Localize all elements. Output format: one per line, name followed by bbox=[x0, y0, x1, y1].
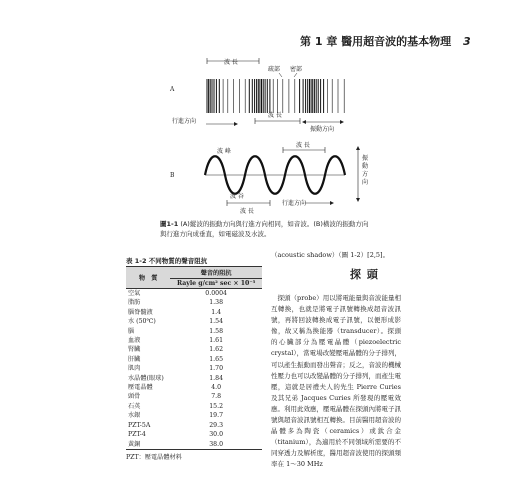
material-cell: 頭骨 bbox=[128, 393, 141, 401]
crest-label: 波 峰 bbox=[217, 148, 231, 155]
col-impedance-header: 聲音的阻抗 bbox=[170, 267, 262, 279]
impedance-cell: 7.8 bbox=[211, 393, 222, 401]
table-row bbox=[126, 392, 262, 401]
impedance-cell: 15.2 bbox=[209, 402, 224, 410]
material-cell: 腎臟 bbox=[128, 346, 141, 354]
impedance-cell: 1.4 bbox=[211, 308, 222, 316]
table-footnote: PZT：壓電晶體材料 bbox=[126, 454, 182, 461]
impedance-cell: 4.0 bbox=[211, 384, 222, 392]
material-cell: 水晶體(眼球) bbox=[128, 374, 164, 382]
table-row bbox=[126, 345, 262, 354]
continuation-text: （acoustic shadow）（圖 1-2）[2,5]。 bbox=[271, 251, 390, 259]
material-cell: 肌肉 bbox=[128, 365, 141, 373]
material-cell: 肝臟 bbox=[128, 355, 141, 363]
table-row bbox=[126, 374, 262, 383]
section-title: 探 頭 bbox=[350, 268, 379, 281]
table-row bbox=[126, 327, 262, 336]
wavelength-label-b: 波 長 bbox=[296, 142, 310, 149]
impedance-cell: 38.0 bbox=[170, 440, 262, 450]
body-text bbox=[271, 293, 401, 471]
travel-dir-b: 行進方向 bbox=[282, 200, 307, 207]
material-cell: 壓電晶體 bbox=[128, 384, 153, 392]
table-row bbox=[126, 383, 262, 392]
sparse-label: 疏部 bbox=[268, 66, 281, 73]
table-title: 表 1-2 不同物質的聲音阻抗 bbox=[126, 257, 208, 265]
caption-text: (A)縱波的振動方向與行進方向相同，如音波。(B)橫波的振動方向與行進方向成垂直，如電磁波及水波。 bbox=[160, 220, 369, 238]
material-cell: 脂肪 bbox=[128, 299, 141, 307]
impedance-cell: 30.0 bbox=[209, 431, 224, 439]
material-cell: PZT-4 bbox=[128, 431, 146, 439]
material-cell: 空氣 bbox=[128, 290, 141, 297]
impedance-table bbox=[126, 266, 262, 450]
vibration-dir-a: 振動方向 bbox=[310, 126, 335, 133]
figure-caption bbox=[160, 219, 370, 239]
table-row bbox=[126, 308, 262, 317]
dense-label: 密部 bbox=[290, 66, 303, 73]
table-row bbox=[126, 402, 262, 411]
compression-lines bbox=[207, 79, 344, 113]
body-paragraph: 探頭（probe）用以將電能量與音波能量相互轉換，也就是將電子訊號轉換成超音波訊號，再將回波轉換成電子訊號，以便形成影像，故又稱為換能器（transducer）。探頭的心臟部分為壓電晶體（piezoelectric crystal），當電場改變壓電晶體的分子排列，可以產生振動而發出聲音；反之，音波的機械性壓力也可以改變晶體的分子排列，而產生電壓，這就是居禮夫人的先生 Pierre Curies 及其兄弟 Jacques Curies 所發現的壓電效應。利用此效應，壓電晶體在探頭內將電子訊號與超音波訊號相互轉換。目前醫用超音波的晶體多為陶瓷（ceramics）或鈦合金（titanium），為適用於不同領域所需要的不同穿透力及解析度，醫用超音波使用的探頭頻率在 1～30 MHz bbox=[271, 294, 401, 469]
vibration-dir-b-char: 動 bbox=[362, 163, 369, 170]
impedance-cell: 1.54 bbox=[209, 318, 224, 326]
page-number: 3 bbox=[463, 35, 471, 48]
col-impedance-unit: Rayle g/cm² sec × 10⁻⁵ bbox=[170, 279, 262, 289]
material-cell: 水銀 bbox=[128, 412, 141, 420]
material-cell: 腦 bbox=[128, 327, 135, 335]
impedance-cell: 29.3 bbox=[209, 421, 224, 429]
chapter-title: 第 1 章 醫用超音波的基本物理 bbox=[300, 35, 452, 48]
vibration-dir-b bbox=[362, 154, 368, 186]
table-row bbox=[126, 364, 262, 373]
table-row bbox=[126, 317, 262, 326]
table-row bbox=[126, 355, 262, 364]
panel-b-label: B bbox=[170, 172, 175, 179]
vibration-dir-b-char: 向 bbox=[362, 179, 369, 186]
wavelength-label-a2: 波 長 bbox=[268, 112, 282, 119]
col-material-header: 物 質 bbox=[126, 267, 170, 289]
table-row bbox=[126, 411, 262, 420]
impedance-cell: 1.62 bbox=[209, 346, 224, 354]
table-body bbox=[126, 289, 262, 450]
impedance-cell: 1.84 bbox=[209, 374, 224, 382]
material-cell: PZT-5A bbox=[128, 421, 151, 429]
table-row bbox=[126, 421, 262, 430]
material-cell: 黃銅 bbox=[126, 440, 170, 450]
impedance-cell: 19.7 bbox=[209, 412, 224, 420]
material-cell: 血液 bbox=[128, 337, 141, 345]
wavelength-label-a: 波 長 bbox=[224, 59, 238, 66]
impedance-cell: 1.65 bbox=[209, 355, 224, 363]
table-row bbox=[126, 298, 262, 307]
material-cell: 水 (50℃) bbox=[128, 318, 156, 326]
impedance-cell: 0.0004 bbox=[205, 290, 227, 297]
table-row bbox=[126, 430, 262, 439]
impedance-cell: 1.38 bbox=[209, 299, 224, 307]
vibration-dir-b-char: 振 bbox=[362, 155, 369, 162]
material-cell: 腦脊髓液 bbox=[128, 308, 153, 316]
table-row bbox=[126, 336, 262, 345]
impedance-cell: 1.58 bbox=[209, 327, 224, 335]
travel-dir-a: 行進方向 bbox=[172, 118, 197, 125]
vibration-dir-b-char: 方 bbox=[362, 171, 369, 178]
panel-a-label: A bbox=[170, 86, 175, 93]
trough-label: 波 谷 bbox=[230, 193, 244, 200]
caption-label: 圖1-1 bbox=[160, 220, 179, 228]
impedance-cell: 1.61 bbox=[209, 337, 224, 345]
impedance-cell: 1.70 bbox=[209, 365, 224, 373]
wavelength-label-b2: 波 長 bbox=[240, 208, 254, 215]
table-row bbox=[126, 440, 262, 450]
table-row bbox=[126, 289, 262, 299]
material-cell: 石英 bbox=[128, 402, 141, 410]
